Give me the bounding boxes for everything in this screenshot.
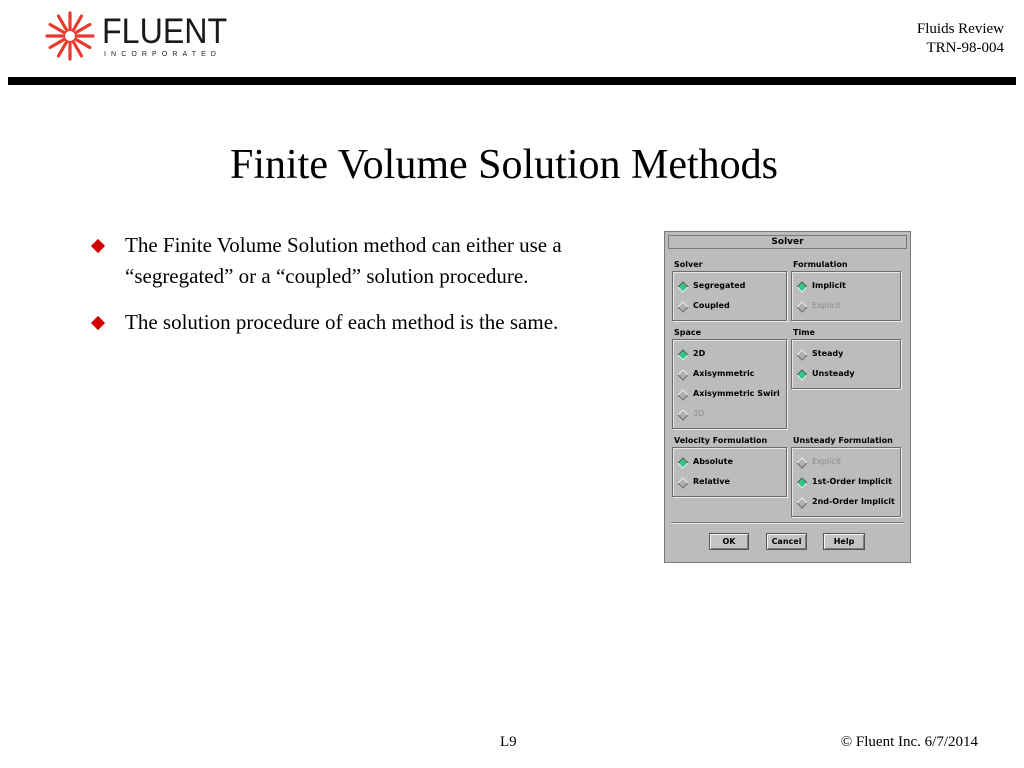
bullet-item [90,230,570,292]
unsteady-formulation-group [791,447,901,517]
radio-indicator-icon [796,301,807,312]
radio-label: Steady [812,349,844,358]
radio-indicator-icon [796,369,807,380]
bullet-list [90,230,570,353]
radio-label: 2D [693,349,706,358]
ok-button[interactable]: OK [709,533,749,550]
radio-label: Coupled [693,301,730,310]
radio-label: Axisymmetric [693,369,755,378]
space-group [672,339,787,429]
radio-label: Axisymmetric Swirl [693,389,780,398]
velocity-formulation-group-label: Velocity Formulation [674,436,768,445]
radio-indicator-icon [677,409,688,420]
radio-indicator-icon [796,477,807,488]
time-group [791,339,901,389]
radio-label: Segregated [693,281,746,290]
radio-label: Relative [693,477,730,486]
radio-label: 1st-Order Implicit [812,477,892,486]
radio-label: Unsteady [812,369,855,378]
solver-group [672,271,787,321]
radio-indicator-icon [677,457,688,468]
logo-subtitle: INCORPORATED [104,51,222,58]
formulation-group-label: Formulation [793,260,848,269]
doc-id: TRN-98-004 [926,40,1004,56]
radio-label: Explicit [812,457,842,466]
dialog-titlebar[interactable] [668,235,907,249]
radio-indicator-icon [677,281,688,292]
radio-indicator-icon [796,497,807,508]
radio-label: Absolute [693,457,733,466]
logo-wordmark: FLUENT [102,12,228,51]
cancel-button[interactable]: Cancel [766,533,807,550]
bullet-text: The solution procedure of each method is the same. [125,310,559,334]
radio-indicator-icon [677,477,688,488]
solver-group-label: Solver [674,260,703,269]
dialog-title: Solver [771,237,804,247]
radio-indicator-icon [677,301,688,312]
time-group-label: Time [793,328,815,337]
radio-indicator-icon [796,349,807,360]
copyright: © Fluent Inc. 6/7/2014 [840,734,978,750]
doc-title: Fluids Review [916,21,1004,37]
diamond-bullet-icon [91,239,105,253]
bullet-item [90,307,570,338]
slide-title: Finite Volume Solution Methods [229,142,778,188]
radio-indicator-icon [677,369,688,380]
radio-indicator-icon [677,349,688,360]
space-group-label: Space [674,328,702,337]
bullet-text: The Finite Volume Solution method can either use a “segregated” or a “coupled” solution procedure. [125,233,562,288]
radio-indicator-icon [796,281,807,292]
radio-label: Implicit [812,281,846,290]
fluent-logo [44,10,228,60]
radio-indicator-icon [796,457,807,468]
radio-label: 2nd-Order Implicit [812,497,895,506]
velocity-formulation-group [672,447,787,497]
unsteady-formulation-group-label: Unsteady Formulation [793,436,893,445]
header-divider [8,77,1016,85]
diamond-bullet-icon [91,316,105,330]
doc-reference [917,20,1004,58]
button-separator [671,522,904,524]
page-number: L9 [500,734,517,750]
help-button[interactable]: Help [823,533,865,550]
radio-label: Explicit [812,301,842,310]
radio-label: 3D [693,409,705,418]
solver-dialog [664,231,911,563]
formulation-group [791,271,901,321]
starburst-icon [44,10,96,62]
radio-indicator-icon [677,389,688,400]
